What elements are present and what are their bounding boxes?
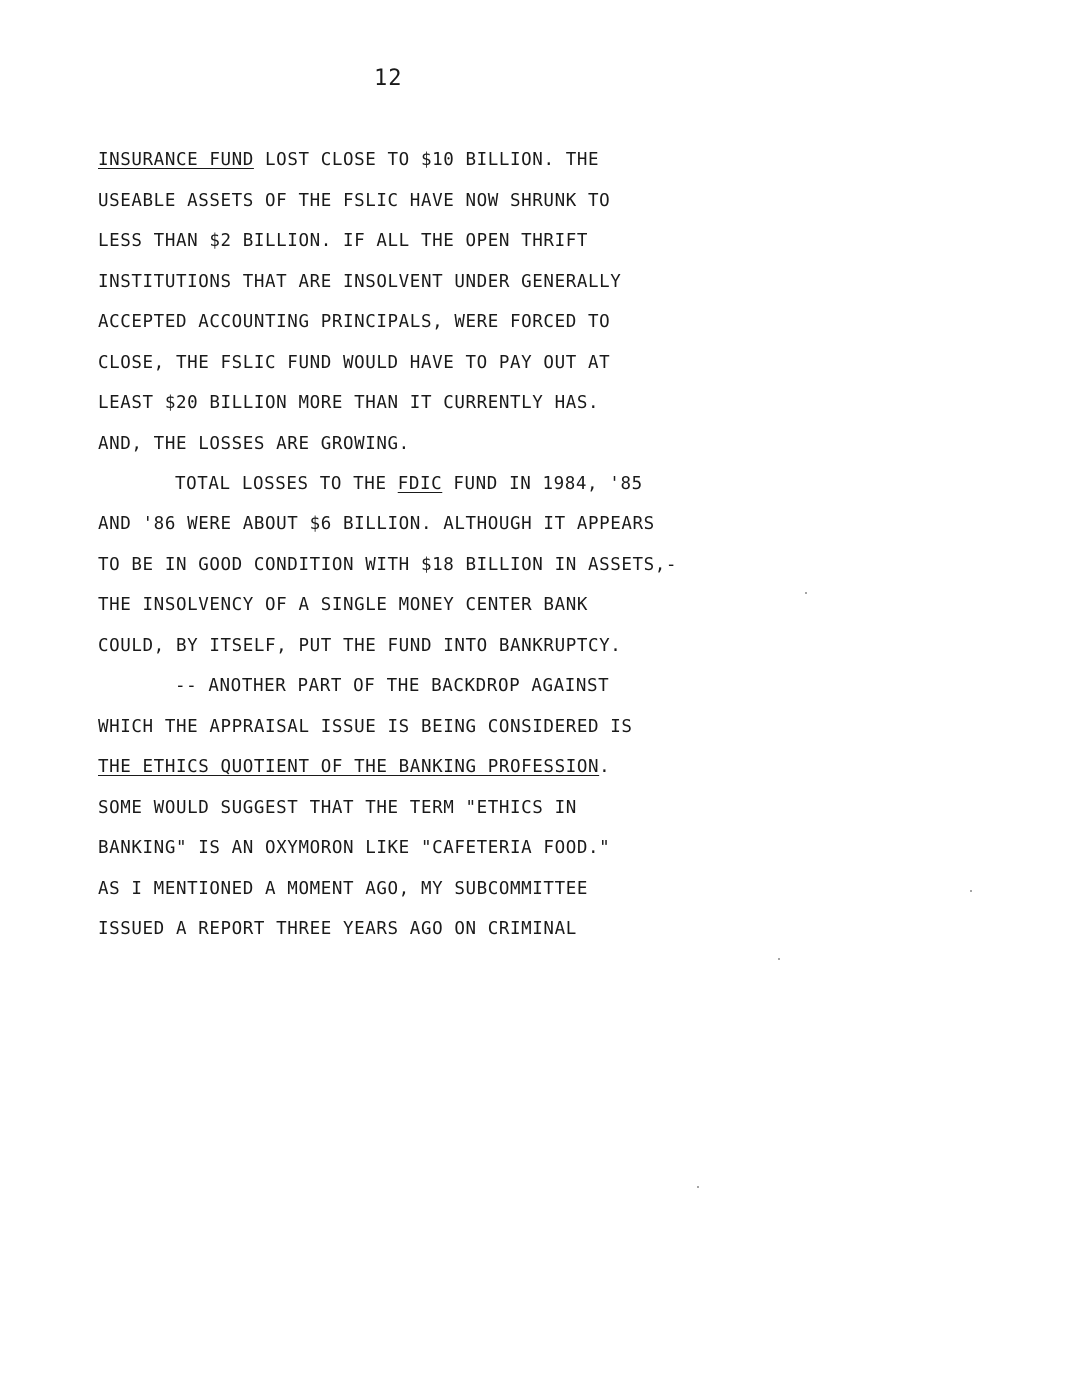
line-text: LESS THAN $2 BILLION. IF ALL THE OPEN THRIFT — [98, 231, 588, 251]
text-line — [98, 636, 688, 656]
text-line — [98, 434, 688, 454]
line-text: TOTAL LOSSES TO THE — [175, 474, 398, 494]
line-text: AND, THE LOSSES ARE GROWING. — [98, 434, 410, 454]
line-text: ACCEPTED ACCOUNTING PRINCIPALS, WERE FORCED TO — [98, 312, 611, 332]
line-text: INSTITUTIONS THAT ARE INSOLVENT UNDER GENERALLY — [98, 272, 622, 292]
text-line — [98, 312, 688, 332]
text-line — [175, 474, 688, 494]
text-line — [98, 353, 688, 373]
text-line — [98, 555, 688, 575]
underlined-text: FDIC — [397, 474, 443, 494]
scan-speck — [805, 592, 807, 594]
line-text: FUND IN 1984, '85 — [442, 474, 643, 494]
line-text: TO BE IN GOOD CONDITION WITH $18 BILLION IN ASSETS,- — [98, 555, 678, 575]
text-line — [98, 717, 688, 737]
text-line — [98, 231, 688, 251]
text-line — [98, 595, 688, 615]
line-text: AS I MENTIONED A MOMENT AGO, MY SUBCOMMITTEE — [98, 879, 588, 899]
text-line — [98, 757, 688, 777]
line-text: -- ANOTHER PART OF THE BACKDROP AGAINST — [175, 676, 610, 696]
text-line — [98, 879, 688, 899]
scan-speck — [778, 958, 780, 960]
underlined-text: THE ETHICS QUOTIENT OF THE BANKING PROFESSION — [98, 757, 600, 777]
line-text: BANKING" IS AN OXYMORON LIKE "CAFETERIA FOOD." — [98, 838, 611, 858]
text-line — [175, 676, 688, 696]
line-text: USEABLE ASSETS OF THE FSLIC HAVE NOW SHRUNK TO — [98, 191, 611, 211]
line-text: LOST CLOSE TO $10 BILLION. THE — [253, 150, 600, 170]
text-line — [98, 191, 688, 211]
line-text: LEAST $20 BILLION MORE THAN IT CURRENTLY HAS. — [98, 393, 600, 413]
scan-speck — [970, 890, 972, 892]
text-line — [98, 150, 688, 170]
text-line — [98, 393, 688, 413]
text-line — [98, 514, 688, 534]
page-number: 12 — [374, 66, 403, 91]
line-text: AND '86 WERE ABOUT $6 BILLION. ALTHOUGH IT APPEARS — [98, 514, 655, 534]
line-text: SOME WOULD SUGGEST THAT THE TERM "ETHICS IN — [98, 798, 577, 818]
text-line — [98, 272, 688, 292]
text-line — [98, 919, 688, 939]
line-text: CLOSE, THE FSLIC FUND WOULD HAVE TO PAY OUT AT — [98, 353, 611, 373]
text-line — [98, 838, 688, 858]
scan-speck — [697, 1186, 699, 1188]
line-text: . — [599, 757, 611, 777]
line-text: THE INSOLVENCY OF A SINGLE MONEY CENTER BANK — [98, 595, 588, 615]
line-text: ISSUED A REPORT THREE YEARS AGO ON CRIMINAL — [98, 919, 577, 939]
line-text: COULD, BY ITSELF, PUT THE FUND INTO BANKRUPTCY. — [98, 636, 622, 656]
line-text: WHICH THE APPRAISAL ISSUE IS BEING CONSIDERED IS — [98, 717, 633, 737]
underlined-text: INSURANCE FUND — [98, 150, 254, 170]
text-line — [98, 798, 688, 818]
